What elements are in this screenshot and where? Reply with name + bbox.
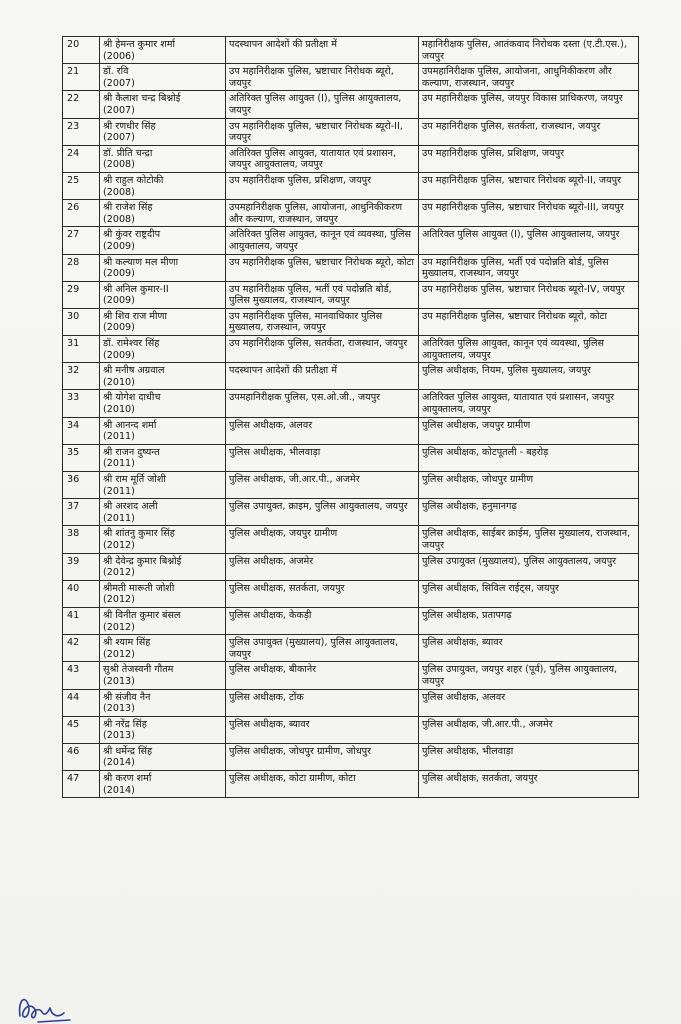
new-posting: उप महानिरीक्षक पुलिस, सतर्कता, राजस्थान, जयपुर xyxy=(422,120,601,132)
serial-number-cell xyxy=(63,635,100,662)
new-posting-cell xyxy=(419,118,639,145)
new-posting: पुलिस अधीक्षक, जयपुर ग्रामीण xyxy=(422,419,531,431)
officer-name: श्री श्याम सिंह xyxy=(103,637,151,649)
serial-number-cell xyxy=(63,390,100,417)
new-posting: पुलिस अधीक्षक, प्रतापगढ़ xyxy=(422,609,512,621)
serial-number: 25 xyxy=(67,174,80,186)
officer-cell xyxy=(100,662,226,689)
officer-name: श्री आनन्द शर्मा xyxy=(103,419,157,431)
current-posting-cell xyxy=(226,118,419,145)
current-posting-cell xyxy=(226,689,419,716)
current-posting-cell xyxy=(226,363,419,390)
new-posting-cell xyxy=(419,227,639,254)
current-posting-cell xyxy=(226,254,419,281)
serial-number: 32 xyxy=(67,365,80,377)
serial-number-cell xyxy=(63,200,100,227)
officer-cell xyxy=(100,91,226,118)
new-posting: पुलिस अधीक्षक, साईबर क्राईम, पुलिस मुख्यालय, राजस्थान, जयपुर xyxy=(422,528,631,551)
serial-number-cell xyxy=(63,145,100,172)
officer-name: डॉ. रामेश्वर सिंह xyxy=(103,338,160,350)
current-posting: अतिरिक्त पुलिस आयुक्त, यातायात एवं प्रशासन, जयपुर आयुक्तालय, जयपुर xyxy=(229,147,396,171)
officer-cell xyxy=(100,580,226,607)
current-posting-cell xyxy=(226,227,419,254)
batch-year: (2011) xyxy=(103,458,135,470)
current-posting: उपमहानिरीक्षक पुलिस, एस.ओ.जी., जयपुर xyxy=(229,392,381,404)
officer-cell xyxy=(100,390,226,417)
officer-name: श्री कुंवर राष्ट्रदीप xyxy=(103,229,161,241)
current-posting-cell xyxy=(226,771,419,798)
current-posting: पदस्थापन आदेशों की प्रतीक्षा में xyxy=(229,365,337,377)
current-posting: पुलिस अधीक्षक, कोटा ग्रामीण, कोटा xyxy=(229,773,356,785)
serial-number-cell xyxy=(63,227,100,254)
officer-name: श्री शांतनु कुमार सिंह xyxy=(103,528,175,540)
batch-year: (2011) xyxy=(103,485,135,497)
new-posting-cell xyxy=(419,200,639,227)
table-row xyxy=(63,37,639,64)
serial-number: 36 xyxy=(67,474,80,485)
serial-number-cell xyxy=(63,281,100,308)
table-row xyxy=(63,64,639,91)
current-posting-cell xyxy=(226,607,419,634)
new-posting-cell xyxy=(419,689,639,716)
current-posting: उप महानिरीक्षक पुलिस, भ्रष्टाचार निरोधक ब्यूरो, कोटा xyxy=(229,256,414,268)
batch-year: (2008) xyxy=(103,159,135,171)
officer-cell xyxy=(100,227,226,254)
table-row xyxy=(63,444,639,471)
current-posting: उप महानिरीक्षक पुलिस, भर्ती एवं पदोन्नति बोर्ड, पुलिस मुख्यालय, राजस्थान, जयपुर xyxy=(229,283,392,307)
current-posting: उपमहानिरीक्षक पुलिस, आयोजना, आधुनिकीकरण और कल्याण, राजस्थान, जयपुर xyxy=(229,202,403,225)
new-posting: अतिरिक्त पुलिस आयुक्त (I), पुलिस आयुक्तालय, जयपुर xyxy=(422,229,620,241)
current-posting-cell xyxy=(226,390,419,417)
new-posting-cell xyxy=(419,308,639,335)
officer-name: श्रीमती मारूती जोशी xyxy=(103,582,175,594)
current-posting-cell xyxy=(226,200,419,227)
current-posting-cell xyxy=(226,64,419,91)
table-row xyxy=(63,145,639,172)
serial-number-cell xyxy=(63,472,100,499)
table-row xyxy=(63,716,639,743)
new-posting-cell xyxy=(419,526,639,553)
new-posting: उप महानिरीक्षक पुलिस, भ्रष्टाचार निरोधक ब्यूरो-II, जयपुर xyxy=(422,174,621,186)
officer-name: श्री कैलाश चन्द्र बिश्नोई xyxy=(103,93,181,105)
officer-name: डॉ. रवि xyxy=(103,66,129,78)
current-posting: पुलिस अधीक्षक, भीलवाड़ा xyxy=(229,446,321,458)
officer-name: श्री योगेश दाधीच xyxy=(103,392,161,404)
batch-year: (2008) xyxy=(103,213,135,225)
serial-number-cell xyxy=(63,607,100,634)
officer-cell xyxy=(100,499,226,526)
serial-number-cell xyxy=(63,118,100,145)
table-row xyxy=(63,472,639,499)
serial-number-cell xyxy=(63,64,100,91)
serial-number-cell xyxy=(63,526,100,553)
officer-cell xyxy=(100,200,226,227)
table-row xyxy=(63,689,639,716)
officer-cell xyxy=(100,444,226,471)
batch-year: (2013) xyxy=(103,730,135,742)
new-posting: पुलिस अधीक्षक, अलवर xyxy=(422,691,506,703)
current-posting: पुलिस अधीक्षक, सतर्कता, जयपुर xyxy=(229,582,345,594)
current-posting-cell xyxy=(226,145,419,172)
officer-cell xyxy=(100,553,226,580)
serial-number: 34 xyxy=(67,419,80,431)
new-posting-cell xyxy=(419,145,639,172)
batch-year: (2009) xyxy=(103,295,135,307)
officer-cell xyxy=(100,254,226,281)
batch-year: (2013) xyxy=(103,675,135,687)
current-posting-cell xyxy=(226,417,419,444)
table-row xyxy=(63,526,639,553)
new-posting-cell xyxy=(419,336,639,363)
current-posting: पुलिस अधीक्षक, टोंक xyxy=(229,691,304,703)
current-posting: अतिरिक्त पुलिस आयुक्त, कानून एवं व्यवस्था, पुलिस आयुक्तालय, जयपुर xyxy=(229,229,412,252)
new-posting-cell xyxy=(419,64,639,91)
new-posting-cell xyxy=(419,499,639,526)
serial-number-cell xyxy=(63,336,100,363)
current-posting: पुलिस अधीक्षक, जी.आर.पी., अजमेर xyxy=(229,474,360,485)
new-posting: पुलिस अधीक्षक, जी.आर.पी., अजमेर xyxy=(422,718,553,730)
serial-number: 30 xyxy=(67,310,80,322)
current-posting: उप महानिरीक्षक पुलिस, सतर्कता, राजस्थान, जयपुर xyxy=(229,338,408,350)
officer-cell xyxy=(100,635,226,662)
officer-name: श्री शिव राज मीणा xyxy=(103,310,167,322)
serial-number: 46 xyxy=(67,745,80,757)
batch-year: (2009) xyxy=(103,268,135,280)
new-posting-cell xyxy=(419,37,639,64)
serial-number: 23 xyxy=(67,120,80,132)
table-row xyxy=(63,417,639,444)
serial-number-cell xyxy=(63,363,100,390)
batch-year: (2010) xyxy=(103,376,135,388)
new-posting: उप महानिरीक्षक पुलिस, भ्रष्टाचार निरोधक ब्यूरो-IV, जयपुर xyxy=(422,283,625,295)
table-row xyxy=(63,172,639,199)
new-posting-cell xyxy=(419,472,639,499)
batch-year: (2009) xyxy=(103,322,135,334)
current-posting-cell xyxy=(226,635,419,662)
table-row xyxy=(63,662,639,689)
current-posting: उप महानिरीक्षक पुलिस, प्रशिक्षण, जयपुर xyxy=(229,174,372,186)
batch-year: (2009) xyxy=(103,240,135,252)
serial-number: 24 xyxy=(67,147,80,159)
officer-cell xyxy=(100,716,226,743)
serial-number: 43 xyxy=(67,664,80,676)
new-posting: अतिरिक्त पुलिस आयुक्त, यातायात एवं प्रशासन, जयपुर आयुक्तालय, जयपुर xyxy=(422,392,615,416)
current-posting: पुलिस उपायुक्त, क्राइम, पुलिस आयुक्तालय, जयपुर xyxy=(229,501,408,513)
new-posting: पुलिस अधीक्षक, भीलवाड़ा xyxy=(422,745,514,757)
table-row xyxy=(63,336,639,363)
serial-number: 38 xyxy=(67,528,80,540)
serial-number: 37 xyxy=(67,501,80,513)
batch-year: (2012) xyxy=(103,539,135,551)
batch-year: (2012) xyxy=(103,594,135,606)
officer-name: श्री राहुल कोटोकी xyxy=(103,174,164,186)
new-posting-cell xyxy=(419,281,639,308)
batch-year: (2011) xyxy=(103,512,135,524)
serial-number: 28 xyxy=(67,256,80,268)
serial-number: 29 xyxy=(67,283,80,295)
table-row xyxy=(63,118,639,145)
serial-number: 47 xyxy=(67,773,80,785)
current-posting: उप महानिरीक्षक पुलिस, मानवाधिकार पुलिस मुख्यालय, राजस्थान, जयपुर xyxy=(229,310,383,334)
batch-year: (2007) xyxy=(103,104,135,116)
transfer-table-body xyxy=(63,37,639,798)
new-posting: उप महानिरीक्षक पुलिस, प्रशिक्षण, जयपुर xyxy=(422,147,565,159)
officer-name: श्री अनिल कुमार-II xyxy=(103,283,169,295)
current-posting: पुलिस उपायुक्त (मुख्यालय), पुलिस आयुक्तालय, जयपुर xyxy=(229,637,398,660)
new-posting-cell xyxy=(419,390,639,417)
serial-number-cell xyxy=(63,580,100,607)
new-posting-cell xyxy=(419,553,639,580)
officer-cell xyxy=(100,363,226,390)
serial-number: 33 xyxy=(67,392,80,404)
officer-cell xyxy=(100,172,226,199)
serial-number-cell xyxy=(63,716,100,743)
current-posting: पदस्थापन आदेशों की प्रतीक्षा में xyxy=(229,39,337,50)
current-posting: अतिरिक्त पुलिस आयुक्त (I), पुलिस आयुक्तालय, जयपुर xyxy=(229,93,402,116)
new-posting-cell xyxy=(419,662,639,689)
current-posting-cell xyxy=(226,580,419,607)
table-row xyxy=(63,281,639,308)
current-posting: पुलिस अधीक्षक, अलवर xyxy=(229,419,313,431)
serial-number: 41 xyxy=(67,609,80,621)
officer-name: श्री कल्याण मल मीणा xyxy=(103,256,179,268)
officer-name: श्री रणधीर सिंह xyxy=(103,120,156,132)
table-row xyxy=(63,91,639,118)
serial-number-cell xyxy=(63,689,100,716)
table-row xyxy=(63,635,639,662)
table-row xyxy=(63,553,639,580)
table-row xyxy=(63,227,639,254)
serial-number-cell xyxy=(63,499,100,526)
batch-year: (2009) xyxy=(103,349,135,361)
new-posting: पुलिस अधीक्षक, जोधपुर ग्रामीण xyxy=(422,474,534,485)
officer-name: श्री अरशद अली xyxy=(103,501,158,513)
new-posting-cell xyxy=(419,635,639,662)
officer-name: श्री राम मूर्ति जोशी xyxy=(103,474,166,485)
current-posting-cell xyxy=(226,336,419,363)
officer-cell xyxy=(100,472,226,499)
new-posting: पुलिस अधीक्षक, नियम, पुलिस मुख्यालय, जयपुर xyxy=(422,365,591,377)
new-posting-cell xyxy=(419,444,639,471)
new-posting: पुलिस अधीक्षक, सिविल राईट्स, जयपुर xyxy=(422,582,559,594)
current-posting-cell xyxy=(226,91,419,118)
table-row xyxy=(63,771,639,798)
officer-name: श्री धर्मेन्द्र सिंह xyxy=(103,745,153,757)
new-posting: पुलिस अधीक्षक, कोटपूतली - बहरोड़ xyxy=(422,446,549,458)
serial-number-cell xyxy=(63,417,100,444)
current-posting-cell xyxy=(226,308,419,335)
batch-year: (2007) xyxy=(103,132,135,144)
current-posting-cell xyxy=(226,37,419,64)
serial-number: 45 xyxy=(67,718,80,730)
officer-name: श्री राजन दुष्यन्त xyxy=(103,446,160,458)
current-posting-cell xyxy=(226,743,419,770)
batch-year: (2012) xyxy=(103,648,135,660)
table-row xyxy=(63,499,639,526)
serial-number-cell xyxy=(63,444,100,471)
serial-number: 27 xyxy=(67,229,80,241)
officer-name: श्री हेमन्त कुमार शर्मा xyxy=(103,39,175,50)
officer-name: डॉ. प्रीति चन्द्रा xyxy=(103,147,153,159)
officer-name: श्री विनीत कुमार बंसल xyxy=(103,609,181,621)
new-posting: पुलिस अधीक्षक, हनुमानगढ़ xyxy=(422,501,517,513)
new-posting-cell xyxy=(419,580,639,607)
officer-cell xyxy=(100,417,226,444)
new-posting: उप महानिरीक्षक पुलिस, जयपुर विकास प्राधिकरण, जयपुर xyxy=(422,93,623,105)
new-posting: पुलिस अधीक्षक, सतर्कता, जयपुर xyxy=(422,773,538,785)
officer-cell xyxy=(100,743,226,770)
new-posting: उप महानिरीक्षक पुलिस, भ्रष्टाचार निरोधक ब्यूरो-III, जयपुर xyxy=(422,202,624,214)
new-posting: पुलिस उपायुक्त, जयपुर शहर (पूर्व), पुलिस आयुक्तालय, जयपुर xyxy=(422,664,618,687)
current-posting-cell xyxy=(226,499,419,526)
table-row xyxy=(63,580,639,607)
current-posting-cell xyxy=(226,662,419,689)
new-posting-cell xyxy=(419,417,639,444)
table-row xyxy=(63,200,639,227)
current-posting: पुलिस अधीक्षक, जोधपुर ग्रामीण, जोधपुर xyxy=(229,745,371,757)
batch-year: (2013) xyxy=(103,703,135,715)
new-posting-cell xyxy=(419,743,639,770)
current-posting: पुलिस अधीक्षक, अजमेर xyxy=(229,555,314,567)
new-posting: उप महानिरीक्षक पुलिस, भ्रष्टाचार निरोधक ब्यूरो, कोटा xyxy=(422,310,607,322)
table-row xyxy=(63,308,639,335)
officer-name: श्री करण शर्मा xyxy=(103,773,152,785)
batch-year: (2006) xyxy=(103,50,135,62)
new-posting: पुलिस उपायुक्त (मुख्यालय), पुलिस आयुक्तालय, जयपुर xyxy=(422,555,617,567)
new-posting-cell xyxy=(419,771,639,798)
current-posting: पुलिस अधीक्षक, केकड़ी xyxy=(229,609,312,621)
serial-number-cell xyxy=(63,172,100,199)
new-posting: महानिरीक्षक पुलिस, आतंकवाद निरोधक दस्ता (ए.टी.एस.), जयपुर xyxy=(422,39,627,62)
serial-number: 26 xyxy=(67,202,80,214)
officer-cell xyxy=(100,281,226,308)
serial-number-cell xyxy=(63,308,100,335)
current-posting: पुलिस अधीक्षक, ब्यावर xyxy=(229,718,310,730)
current-posting-cell xyxy=(226,172,419,199)
serial-number-cell xyxy=(63,553,100,580)
batch-year: (2012) xyxy=(103,567,135,579)
officer-cell xyxy=(100,118,226,145)
new-posting-cell xyxy=(419,607,639,634)
new-posting: उपमहानिरीक्षक पुलिस, आयोजना, आधुनिकीकरण और कल्याण, राजस्थान, जयपुर xyxy=(422,66,612,89)
officer-cell xyxy=(100,689,226,716)
serial-number: 31 xyxy=(67,338,80,350)
serial-number-cell xyxy=(63,743,100,770)
current-posting: पुलिस अधीक्षक, जयपुर ग्रामीण xyxy=(229,528,338,540)
new-posting: उप महानिरीक्षक पुलिस, भर्ती एवं पदोन्नति बोर्ड, पुलिस मुख्यालय, राजस्थान, जयपुर xyxy=(422,256,609,280)
batch-year: (2012) xyxy=(103,621,135,633)
batch-year: (2014) xyxy=(103,757,135,769)
officer-name: श्री देवेन्द्र कुमार बिश्नोई xyxy=(103,555,182,567)
transfer-table xyxy=(62,36,639,798)
new-posting: पुलिस अधीक्षक, ब्यावर xyxy=(422,637,503,649)
table-row xyxy=(63,390,639,417)
officer-name: श्री मनीष अग्रवाल xyxy=(103,365,165,377)
serial-number: 20 xyxy=(67,39,80,50)
serial-number-cell xyxy=(63,37,100,64)
table-row xyxy=(63,363,639,390)
signature-icon xyxy=(14,982,76,1024)
batch-year: (2008) xyxy=(103,186,135,198)
batch-year: (2007) xyxy=(103,77,135,89)
current-posting-cell xyxy=(226,716,419,743)
officer-cell xyxy=(100,526,226,553)
current-posting: उप महानिरीक्षक पुलिस, भ्रष्टाचार निरोधक ब्यूरो-II, जयपुर xyxy=(229,120,403,144)
serial-number: 40 xyxy=(67,582,80,594)
new-posting: अतिरिक्त पुलिस आयुक्त, कानून एवं व्यवस्था, पुलिस आयुक्तालय, जयपुर xyxy=(422,338,605,361)
serial-number-cell xyxy=(63,91,100,118)
batch-year: (2010) xyxy=(103,404,135,416)
serial-number: 21 xyxy=(67,66,80,78)
current-posting-cell xyxy=(226,553,419,580)
officer-name: श्री नरेंद्र सिंह xyxy=(103,718,147,730)
current-posting-cell xyxy=(226,472,419,499)
officer-name: श्री राजेश सिंह xyxy=(103,202,153,214)
serial-number: 42 xyxy=(67,637,80,649)
serial-number-cell xyxy=(63,254,100,281)
serial-number: 39 xyxy=(67,555,80,567)
officer-cell xyxy=(100,145,226,172)
serial-number: 35 xyxy=(67,446,80,458)
current-posting-cell xyxy=(226,526,419,553)
current-posting: पुलिस अधीक्षक, बीकानेर xyxy=(229,664,317,676)
new-posting-cell xyxy=(419,91,639,118)
batch-year: (2014) xyxy=(103,784,135,796)
serial-number-cell xyxy=(63,662,100,689)
new-posting-cell xyxy=(419,716,639,743)
current-posting-cell xyxy=(226,444,419,471)
officer-cell xyxy=(100,607,226,634)
officer-name: श्री संजीव नैन xyxy=(103,691,151,703)
table-row xyxy=(63,607,639,634)
officer-cell xyxy=(100,771,226,798)
current-posting: उप महानिरीक्षक पुलिस, भ्रष्टाचार निरोधक ब्यूरो, जयपुर xyxy=(229,66,394,89)
new-posting-cell xyxy=(419,172,639,199)
serial-number: 44 xyxy=(67,691,80,703)
current-posting-cell xyxy=(226,281,419,308)
serial-number-cell xyxy=(63,771,100,798)
serial-number: 22 xyxy=(67,93,80,105)
officer-cell xyxy=(100,308,226,335)
officer-cell xyxy=(100,64,226,91)
new-posting-cell xyxy=(419,254,639,281)
officer-cell xyxy=(100,336,226,363)
officer-name: सुश्री तेजस्वनी गौतम xyxy=(103,664,174,676)
table-row xyxy=(63,743,639,770)
new-posting-cell xyxy=(419,363,639,390)
batch-year: (2011) xyxy=(103,431,135,443)
officer-cell xyxy=(100,37,226,64)
table-row xyxy=(63,254,639,281)
